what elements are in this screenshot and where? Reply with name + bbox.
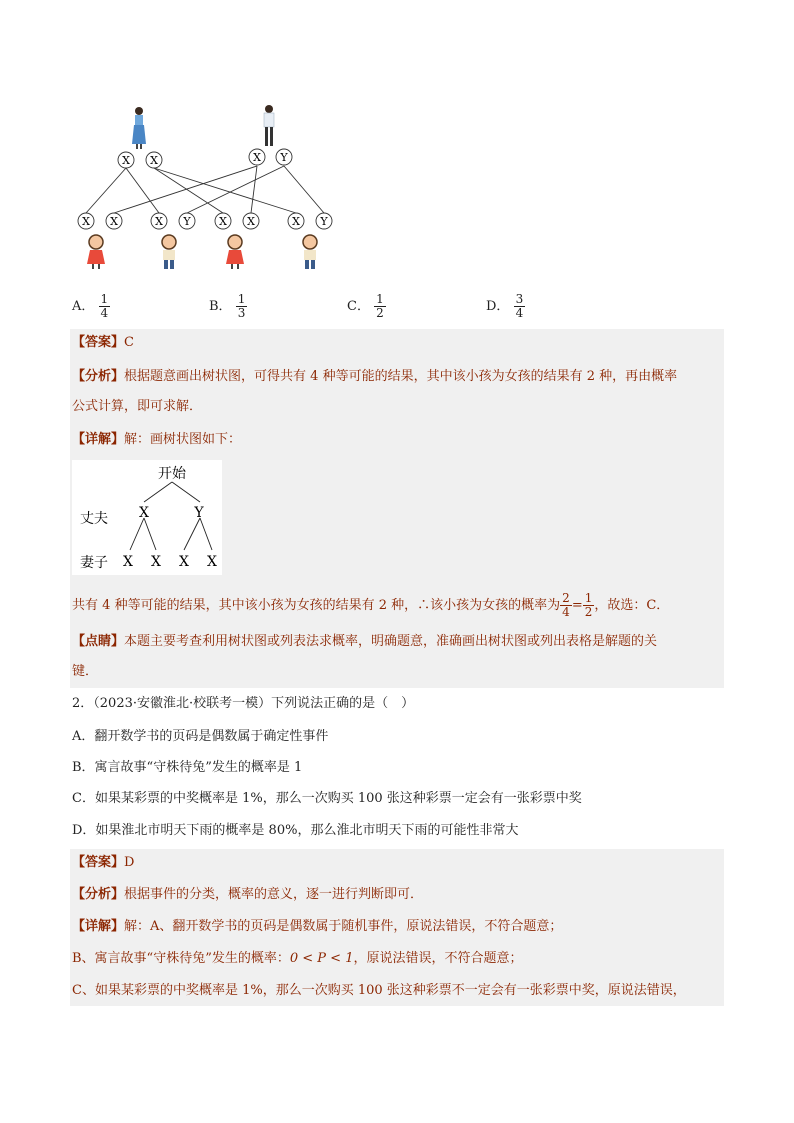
q2-detail-line1: 【详解】解：A、翻开数学书的页码是偶数属于随机事件，原说法错误，不符合题意；: [72, 919, 563, 934]
genetics-figure: [70, 100, 350, 280]
node-child-3: [151, 213, 167, 229]
q1-comment-line2: 键．: [72, 664, 99, 679]
svg-text:Y: Y: [183, 215, 191, 228]
option-a-label: A．: [72, 299, 95, 314]
node-child-8: [316, 213, 332, 229]
connection-lines: [86, 166, 324, 213]
option-b[interactable]: [209, 293, 247, 320]
result-fraction-2: $\frac{1}{2}$: [584, 591, 593, 619]
q2-option-a[interactable]: A．翻开数学书的页码是偶数属于确定性事件: [72, 729, 329, 744]
option-c-fraction: $\frac{1}{2}$: [376, 292, 384, 320]
tree-row-label-wife: 妻子: [80, 555, 108, 571]
svg-text:Y: Y: [280, 151, 288, 164]
answer-tag: 【答案】: [72, 855, 125, 870]
tree-level1-node: Y: [194, 505, 204, 521]
option-c-label: C．: [347, 299, 370, 314]
result-fraction-1: $\frac{2}{4}$: [562, 591, 570, 619]
q1-detail: 【详解】解：画树状图如下：: [72, 432, 242, 447]
tree-root: 开始: [158, 466, 186, 482]
q1-result-line: 共有 4 种等可能的结果，其中该小孩为女孩的结果有 2 种，∴该小孩为女孩的概率为 $\frac{2}{4}$ = $\frac{1}{2}$ ，故选：C．: [72, 591, 670, 619]
option-d-fraction: $\frac{3}{4}$: [515, 292, 524, 320]
tree-level2-node: X: [207, 554, 217, 570]
q1-analysis-line1: 【分析】根据题意画出树状图，可得共有 4 种等可能的结果，其中该小孩为女孩的结果有 2 种，再由概率: [72, 369, 678, 384]
node-child-1: [78, 213, 94, 229]
svg-text:X: X: [82, 215, 90, 228]
svg-text:X: X: [247, 215, 255, 228]
analysis-tag: 【分析】: [72, 369, 125, 384]
boy-figure-1: [162, 235, 176, 269]
q2-stem: 2．（2023·安徽淮北·校联考一模）下列说法正确的是（ ）: [72, 696, 415, 711]
node-father-2: [276, 149, 292, 165]
node-child-7: [288, 213, 304, 229]
node-mother-1: [118, 152, 134, 168]
analysis-tag: 【分析】: [72, 887, 125, 902]
boy-figure-2: [303, 235, 317, 269]
tree-level2-node: X: [151, 554, 161, 570]
tree-diagram: [72, 460, 222, 575]
option-c[interactable]: [347, 293, 386, 320]
mother-figure: [132, 107, 146, 149]
q1-answer: [72, 333, 134, 353]
tree-level1-node: X: [139, 505, 149, 521]
q2-option-d[interactable]: D．如果淮北市明天下雨的概率是 80%，那么淮北市明天下雨的可能性非常大: [72, 823, 519, 838]
option-d[interactable]: [486, 293, 525, 320]
option-b-fraction: $\frac{1}{3}$: [237, 292, 246, 320]
svg-text:X: X: [253, 151, 261, 164]
option-d-label: D．: [486, 299, 510, 314]
tree-row-label-husband: 丈夫: [80, 511, 108, 527]
node-child-4: [179, 213, 195, 229]
answer-tag: 【答案】: [72, 335, 125, 350]
q2-answer: [72, 853, 134, 873]
detail-tag: 【详解】: [72, 432, 125, 447]
svg-text:X: X: [110, 215, 118, 228]
svg-text:X: X: [219, 215, 227, 228]
father-figure: [264, 105, 274, 146]
q1-analysis-line2: 公式计算，即可求解．: [72, 399, 203, 414]
option-b-label: B．: [209, 299, 232, 314]
svg-text:X: X: [155, 215, 163, 228]
svg-text:X: X: [122, 154, 130, 167]
tree-level2-node: X: [179, 554, 189, 570]
q2-option-b[interactable]: B．寓言故事“守株待兔”发生的概率是 1: [72, 760, 303, 775]
node-mother-2: [146, 152, 162, 168]
svg-text:Y: Y: [320, 215, 328, 228]
q1-comment-line1: 【点睛】本题主要考查利用树状图或列表法求概率，明确题意，准确画出树状图或列出表格是解题的关: [72, 634, 658, 649]
q2-option-c[interactable]: C．如果某彩票的中奖概率是 1%，那么一次购买 100 张这种彩票一定会有一张彩票中奖: [72, 791, 582, 806]
option-a[interactable]: [72, 293, 110, 320]
answer-value: D: [124, 855, 135, 870]
q2-analysis: 【分析】根据事件的分类，概率的意义，逐一进行判断即可．: [72, 887, 424, 902]
node-child-6: [243, 213, 259, 229]
option-a-fraction: $\frac{1}{4}$: [100, 292, 109, 320]
detail-tag: 【详解】: [72, 919, 125, 934]
answer-value: C: [124, 335, 134, 350]
q2-detail-line3: C、如果某彩票的中奖概率是 1%，那么一次购买 100 张这种彩票不一定会有一张彩票中奖，原说法错误，: [72, 983, 686, 998]
tree-level2-node: X: [123, 554, 133, 570]
node-child-5: [215, 213, 231, 229]
svg-text:X: X: [150, 154, 158, 167]
comment-tag: 【点睛】: [72, 634, 125, 649]
node-father-1: [249, 149, 265, 165]
girl-figure-1: [87, 235, 105, 269]
probability-inequality: 0 < P < 1: [289, 951, 354, 966]
q2-detail-line2: B、寓言故事“守株待兔”发生的概率：0 < P < 1，原说法错误，不符合题意；: [72, 951, 523, 966]
node-child-2: [106, 213, 122, 229]
svg-text:X: X: [292, 215, 300, 228]
girl-figure-2: [226, 235, 244, 269]
